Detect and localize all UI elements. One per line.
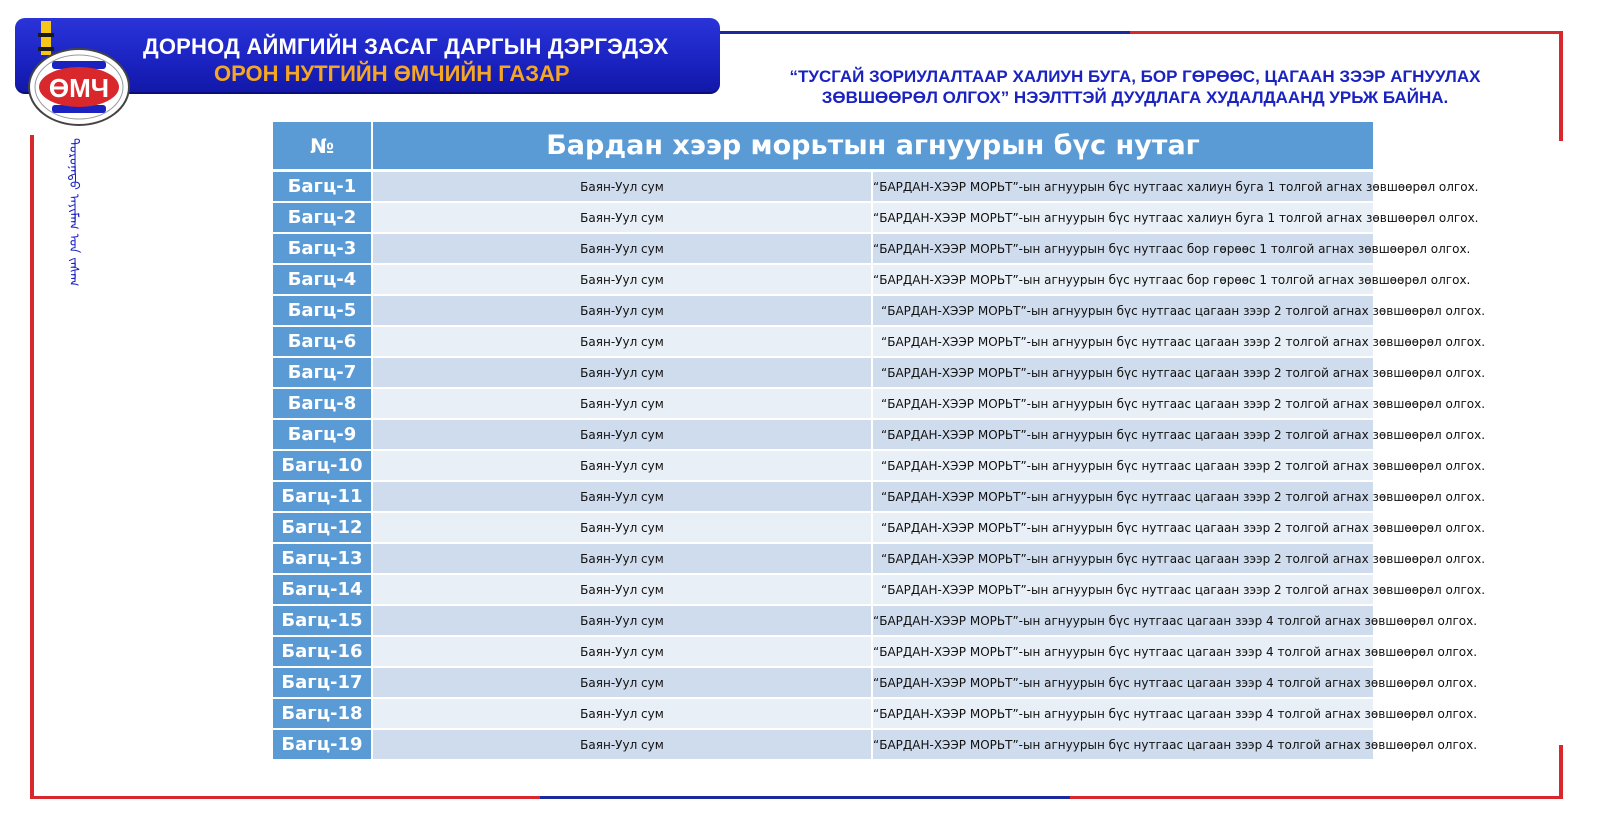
- table-row: [273, 606, 1373, 637]
- lot-description: “БАРДАН-ХЭЭР МОРЬТ”-ын агнуурын бүс нутгаас халиун буга 1 толгой агнах зөвшөөрөл олгох.: [873, 203, 1373, 234]
- lot-location: Баян-Уул сум: [373, 730, 873, 761]
- lot-description: “БАРДАН-ХЭЭР МОРЬТ”-ын агнуурын бүс нутгаас бор гөрөөс 1 толгой агнах зөвшөөрөл олгох.: [873, 234, 1373, 265]
- table-row: [273, 172, 1373, 203]
- lot-location: Баян-Уул сум: [373, 234, 873, 265]
- lot-location: Баян-Уул сум: [373, 668, 873, 699]
- table-row: [273, 451, 1373, 482]
- lot-location: Баян-Уул сум: [373, 203, 873, 234]
- lot-location: Баян-Уул сум: [373, 699, 873, 730]
- lot-description: “БАРДАН-ХЭЭР МОРЬТ”-ын агнуурын бүс нутгаас цагаан зээр 2 толгой агнах зөвшөөрөл олгох.: [873, 358, 1373, 389]
- table-row: [273, 668, 1373, 699]
- lot-description: “БАРДАН-ХЭЭР МОРЬТ”-ын агнуурын бүс нутгаас цагаан зээр 2 толгой агнах зөвшөөрөл олгох.: [873, 544, 1373, 575]
- table-row: [273, 699, 1373, 730]
- frame-line-right-bottom: [1559, 745, 1563, 799]
- soyombo-emblem-icon: [14, 17, 144, 147]
- lot-description: “БАРДАН-ХЭЭР МОРЬТ”-ын агнуурын бүс нутгаас цагаан зээр 4 толгой агнах зөвшөөрөл олгох.: [873, 668, 1373, 699]
- frame-line-bottom-red-right: [1070, 796, 1563, 799]
- table-row: [273, 234, 1373, 265]
- lot-description: “БАРДАН-ХЭЭР МОРЬТ”-ын агнуурын бүс нутгаас цагаан зээр 4 толгой агнах зөвшөөрөл олгох.: [873, 730, 1373, 761]
- lot-location: Баян-Уул сум: [373, 482, 873, 513]
- lot-description: “БАРДАН-ХЭЭР МОРЬТ”-ын агнуурын бүс нутгаас цагаан зээр 2 толгой агнах зөвшөөрөл олгох.: [873, 327, 1373, 358]
- lot-location: Баян-Уул сум: [373, 513, 873, 544]
- frame-line-right-top: [1559, 31, 1563, 141]
- table-title: Бардан хээр морьтын агнуурын бүс нутаг: [373, 122, 1373, 172]
- vertical-script-text: ᠳᠣᠷᠣᠨᠠᠲᠤ ᠠᠶᠢᠮᠠᠭ ᠤᠨ ᠵᠠᠰᠠᠭ: [66, 138, 81, 287]
- lot-description: “БАРДАН-ХЭЭР МОРЬТ”-ын агнуурын бүс нутгаас цагаан зээр 2 толгой агнах зөвшөөрөл олгох.: [873, 513, 1373, 544]
- org-name-line1: ДОРНОД АЙМГИЙН ЗАСАГ ДАРГЫН ДЭРГЭДЭХ: [143, 34, 669, 59]
- auction-headline: [740, 66, 1530, 108]
- lot-number: Багц-4: [273, 265, 373, 296]
- lot-number: Багц-16: [273, 637, 373, 668]
- table-row: [273, 637, 1373, 668]
- lot-location: Баян-Уул сум: [373, 358, 873, 389]
- lot-location: Баян-Уул сум: [373, 575, 873, 606]
- lot-location: Баян-Уул сум: [373, 451, 873, 482]
- lot-number: Багц-1: [273, 172, 373, 203]
- lot-number: Багц-2: [273, 203, 373, 234]
- lot-location: Баян-Уул сум: [373, 637, 873, 668]
- lot-number: Багц-3: [273, 234, 373, 265]
- lot-description: “БАРДАН-ХЭЭР МОРЬТ”-ын агнуурын бүс нутгаас цагаан зээр 2 толгой агнах зөвшөөрөл олгох.: [873, 420, 1373, 451]
- svg-text:ӨМЧ: ӨМЧ: [48, 73, 110, 103]
- lot-description: “БАРДАН-ХЭЭР МОРЬТ”-ын агнуурын бүс нутгаас цагаан зээр 4 толгой агнах зөвшөөрөл олгох.: [873, 637, 1373, 668]
- table-row: [273, 389, 1373, 420]
- lot-number: Багц-11: [273, 482, 373, 513]
- table-row: [273, 296, 1373, 327]
- lot-location: Баян-Уул сум: [373, 389, 873, 420]
- lot-number: Багц-12: [273, 513, 373, 544]
- lot-number: Багц-5: [273, 296, 373, 327]
- frame-line-left: [30, 135, 34, 799]
- lot-number: Багц-18: [273, 699, 373, 730]
- lot-number: Багц-10: [273, 451, 373, 482]
- table-row: [273, 544, 1373, 575]
- table-row: [273, 358, 1373, 389]
- lot-location: Баян-Уул сум: [373, 172, 873, 203]
- lot-description: “БАРДАН-ХЭЭР МОРЬТ”-ын агнуурын бүс нутгаас цагаан зээр 4 толгой агнах зөвшөөрөл олгох.: [873, 699, 1373, 730]
- lot-location: Баян-Уул сум: [373, 544, 873, 575]
- org-name-line2: ОРОН НУТГИЙН ӨМЧИЙН ГАЗАР: [214, 61, 570, 86]
- lot-description: “БАРДАН-ХЭЭР МОРЬТ”-ын агнуурын бүс нутгаас цагаан зээр 4 толгой агнах зөвшөөрөл олгох.: [873, 606, 1373, 637]
- table-row: [273, 420, 1373, 451]
- lot-number: Багц-8: [273, 389, 373, 420]
- lot-number: Багц-13: [273, 544, 373, 575]
- lot-location: Баян-Уул сум: [373, 265, 873, 296]
- lots-table: [273, 122, 1486, 761]
- lots-table-container: [273, 122, 1486, 761]
- frame-line-top-blue: [660, 31, 1130, 34]
- frame-line-bottom-red-left: [30, 796, 540, 799]
- frame-line-bottom-blue: [540, 796, 1070, 799]
- lot-description: “БАРДАН-ХЭЭР МОРЬТ”-ын агнуурын бүс нутгаас бор гөрөөс 1 толгой агнах зөвшөөрөл олгох.: [873, 265, 1373, 296]
- lot-description: “БАРДАН-ХЭЭР МОРЬТ”-ын агнуурын бүс нутгаас халиун буга 1 толгой агнах зөвшөөрөл олгох.: [873, 172, 1373, 203]
- lot-description: “БАРДАН-ХЭЭР МОРЬТ”-ын агнуурын бүс нутгаас цагаан зээр 2 толгой агнах зөвшөөрөл олгох.: [873, 389, 1373, 420]
- lot-description: “БАРДАН-ХЭЭР МОРЬТ”-ын агнуурын бүс нутгаас цагаан зээр 2 толгой агнах зөвшөөрөл олгох.: [873, 296, 1373, 327]
- headline-line2: ЗӨВШӨӨРӨЛ ОЛГОХ” НЭЭЛТТЭЙ ДУУДЛАГА ХУДАЛДААНД УРЬЖ БАЙНА.: [821, 88, 1449, 107]
- lot-number: Багц-7: [273, 358, 373, 389]
- table-row: [273, 327, 1373, 358]
- table-row: [273, 730, 1373, 761]
- lot-number: Багц-17: [273, 668, 373, 699]
- frame-line-top-red: [1130, 31, 1562, 34]
- lot-location: Баян-Уул сум: [373, 420, 873, 451]
- lot-description: “БАРДАН-ХЭЭР МОРЬТ”-ын агнуурын бүс нутгаас цагаан зээр 2 толгой агнах зөвшөөрөл олгох.: [873, 575, 1373, 606]
- table-body: [273, 172, 1486, 761]
- lot-description: “БАРДАН-ХЭЭР МОРЬТ”-ын агнуурын бүс нутгаас цагаан зээр 2 толгой агнах зөвшөөрөл олгох.: [873, 451, 1373, 482]
- table-row: [273, 482, 1373, 513]
- table-row: [273, 575, 1373, 606]
- table-row: [273, 513, 1373, 544]
- table-row: [273, 203, 1373, 234]
- column-header-number: №: [273, 122, 373, 172]
- org-logo: [14, 17, 144, 147]
- lot-number: Багц-14: [273, 575, 373, 606]
- lot-location: Баян-Уул сум: [373, 606, 873, 637]
- table-header-row: [273, 122, 1373, 172]
- lot-number: Багц-19: [273, 730, 373, 761]
- lot-location: Баян-Уул сум: [373, 296, 873, 327]
- headline-line1: “ТУСГАЙ ЗОРИУЛАЛТААР ХАЛИУН БУГА, БОР ГӨРӨӨС, ЦАГААН ЗЭЭР АГНУУЛАХ: [789, 67, 1481, 86]
- lot-number: Багц-9: [273, 420, 373, 451]
- lot-number: Багц-6: [273, 327, 373, 358]
- lot-location: Баян-Уул сум: [373, 327, 873, 358]
- table-row: [273, 265, 1373, 296]
- lot-description: “БАРДАН-ХЭЭР МОРЬТ”-ын агнуурын бүс нутгаас цагаан зээр 2 толгой агнах зөвшөөрөл олгох.: [873, 482, 1373, 513]
- lot-number: Багц-15: [273, 606, 373, 637]
